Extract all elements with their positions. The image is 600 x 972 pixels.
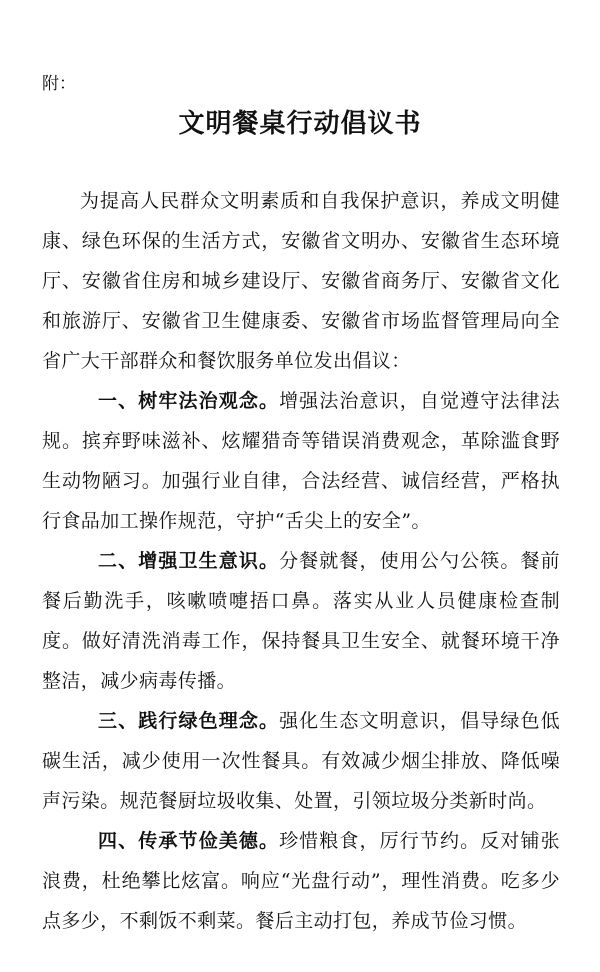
section-heading-2: 二、增强卫生意识。 [98, 550, 280, 572]
intro-paragraph: 为提高人民群众文明素质和自我保护意识，养成文明健康、绿色环保的生活方式，安徽省文明办、安徽省生态环境厅、安徽省住房和城乡建设厅、安徽省商务厅、安徽省文化和旅游厅、安徽省卫生健康委、安徽省市场监督管理局向全省广大干部群众和餐饮服务单位发出倡议： [42, 190, 560, 372]
section-paragraph-1 [42, 381, 560, 541]
document-body [42, 181, 560, 941]
section-heading-1: 一、树牢法治观念。 [98, 390, 280, 412]
attachment-label: 附： [42, 74, 76, 94]
section-text-1: 增强法治意识，自觉遵守法律法规。摈弃野味滋补、炫耀猎奇等错误消费观念，革除滥食野生动物陋习。加强行业自律，合法经营、诚信经营，严格执行食品加工操作规范，守护“舌尖上的安全”。 [42, 390, 560, 532]
section-paragraph-2 [42, 541, 560, 701]
document-title: 文明餐桌行动倡议书 [178, 109, 422, 139]
section-paragraph-3 [42, 701, 560, 821]
section-paragraph-4 [42, 821, 560, 941]
section-heading-4: 四、传承节俭美德。 [98, 830, 280, 852]
section-text-4: 珍惜粮食，厉行节约。反对铺张浪费，杜绝攀比炫富。响应“光盘行动”，理性消费。吃多少点多少，不剩饭不剩菜。餐后主动打包，养成节俭习惯。 [42, 830, 560, 932]
section-text-2: 分餐就餐，使用公勺公筷。餐前餐后勤洗手，咳嗽喷嚏捂口鼻。落实从业人员健康检查制度。做好清洗消毒工作，保持餐具卫生安全、就餐环境干净整洁，减少病毒传播。 [42, 550, 560, 692]
section-text-3: 强化生态文明意识，倡导绿色低碳生活，减少使用一次性餐具。有效减少烟尘排放、降低噪声污染。规范餐厨垃圾收集、处置，引领垃圾分类新时尚。 [42, 710, 560, 812]
section-heading-3: 三、践行绿色理念。 [98, 710, 280, 732]
